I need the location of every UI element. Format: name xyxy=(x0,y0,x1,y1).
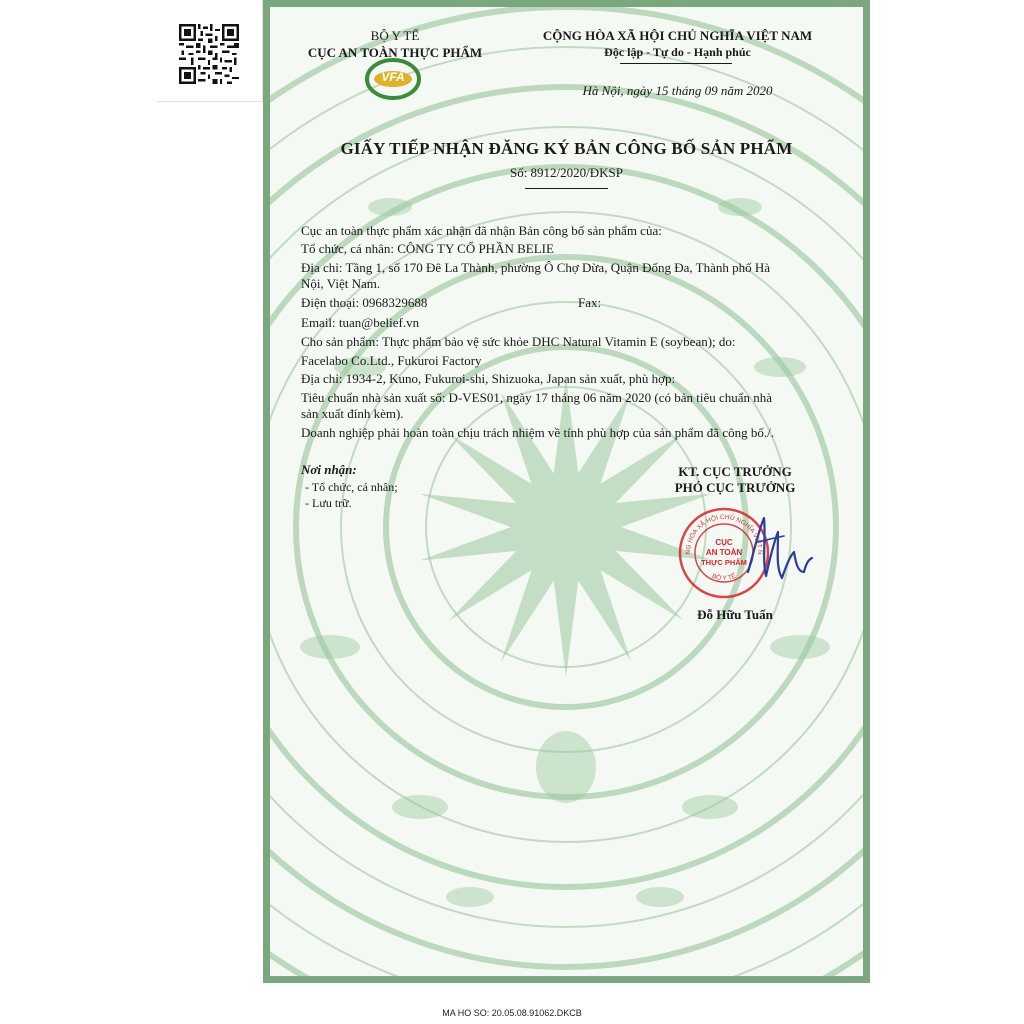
maker-address: Địa chỉ: 1934-2, Kuno, Fukuroi-shi, Shizuoka, Japan sản xuất, phù hợp: xyxy=(301,371,676,386)
stamp-ring-text: NG HÒA XÃ HỘI CHỦ NGHĨA VIỆT N xyxy=(684,513,764,555)
responsibility-text: Doanh nghiệp phải hoàn toàn chịu trách nhiệm về tính phù hợp của sản phẩm đã công bố./. xyxy=(301,425,774,440)
stamp-text-line: AN TOÀN xyxy=(705,548,743,557)
stamp-bottom-text: BỘ Y TẾ xyxy=(710,572,738,583)
agency-name: CỤC AN TOÀN THỰC PHẨM xyxy=(307,45,483,60)
ministry-name: BỘ Y TẾ xyxy=(370,28,420,43)
title-underline xyxy=(525,188,608,189)
certificate-frame xyxy=(263,0,870,983)
vfa-logo-text: VFA xyxy=(381,70,405,84)
signer-name: Đỗ Hữu Tuấn xyxy=(697,607,773,622)
phone-text: Điện thoại: 0968329688 xyxy=(301,295,428,310)
stamp-text-line: CỤC xyxy=(715,538,733,547)
recipient-item: - Tổ chức, cá nhân; xyxy=(305,480,398,494)
product-line-1: Cho sản phẩm: Thực phẩm bảo vệ sức khỏe DHC Natural Vitamin E (soybean); do: xyxy=(301,334,736,349)
national-motto: Độc lập - Tự do - Hạnh phúc xyxy=(604,45,751,59)
vfa-logo xyxy=(364,57,422,101)
recipient-item: - Lưu trữ. xyxy=(305,496,352,510)
standard-line-2: sản xuất đính kèm). xyxy=(301,406,404,421)
product-line-2: Facelabo Co.Ltd., Fukuroi Factory xyxy=(301,353,482,368)
recipients-heading: Nơi nhận: xyxy=(301,462,357,477)
record-code: MA HO SO: 20.05.08.91062.DKCB xyxy=(442,1008,582,1018)
signature-line-2: PHÓ CỤC TRƯỞNG xyxy=(674,480,796,495)
stamp-text-line: THỰC PHẨM xyxy=(701,558,747,567)
organization-text: Tổ chức, cá nhân: CÔNG TY CỔ PHẦN BELIE xyxy=(301,241,554,256)
email-text: Email: tuan@belief.vn xyxy=(301,315,420,330)
address-line-2: Nội, Việt Nam. xyxy=(301,276,381,291)
document-title: GIẤY TIẾP NHẬN ĐĂNG KÝ BẢN CÔNG BỐ SẢN PHẨM xyxy=(340,139,793,158)
document-number: Số: 8912/2020/ĐKSP xyxy=(509,165,624,180)
fax-text: Fax: xyxy=(578,295,602,310)
place-date: Hà Nội, ngày 15 tháng 09 năm 2020 xyxy=(582,83,773,98)
standard-line-1: Tiêu chuẩn nhà sản xuất số: D-VES01, ngày 17 tháng 06 năm 2020 (có bản tiêu chuẩn nhà xyxy=(301,390,773,405)
republic-name: CỘNG HÒA XÃ HỘI CHỦ NGHĨA VIỆT NAM xyxy=(542,28,813,43)
address-line-1: Địa chỉ: Tầng 1, số 170 Đê La Thành, phường Ô Chợ Dừa, Quận Đống Đa, Thành phố Hà xyxy=(301,260,771,275)
certificate-paper xyxy=(270,7,863,976)
handwritten-signature-icon xyxy=(740,512,820,590)
motto-underline xyxy=(620,63,732,64)
signature-line-1: KT. CỤC TRƯỞNG xyxy=(678,464,792,479)
qr-code-icon xyxy=(179,24,239,84)
svg-text:BỘ Y TẾ xyxy=(711,570,738,582)
intro-text: Cục an toàn thực phẩm xác nhận đã nhận Bản công bố sản phẩm của: xyxy=(301,223,662,238)
qr-code-panel xyxy=(157,0,263,102)
